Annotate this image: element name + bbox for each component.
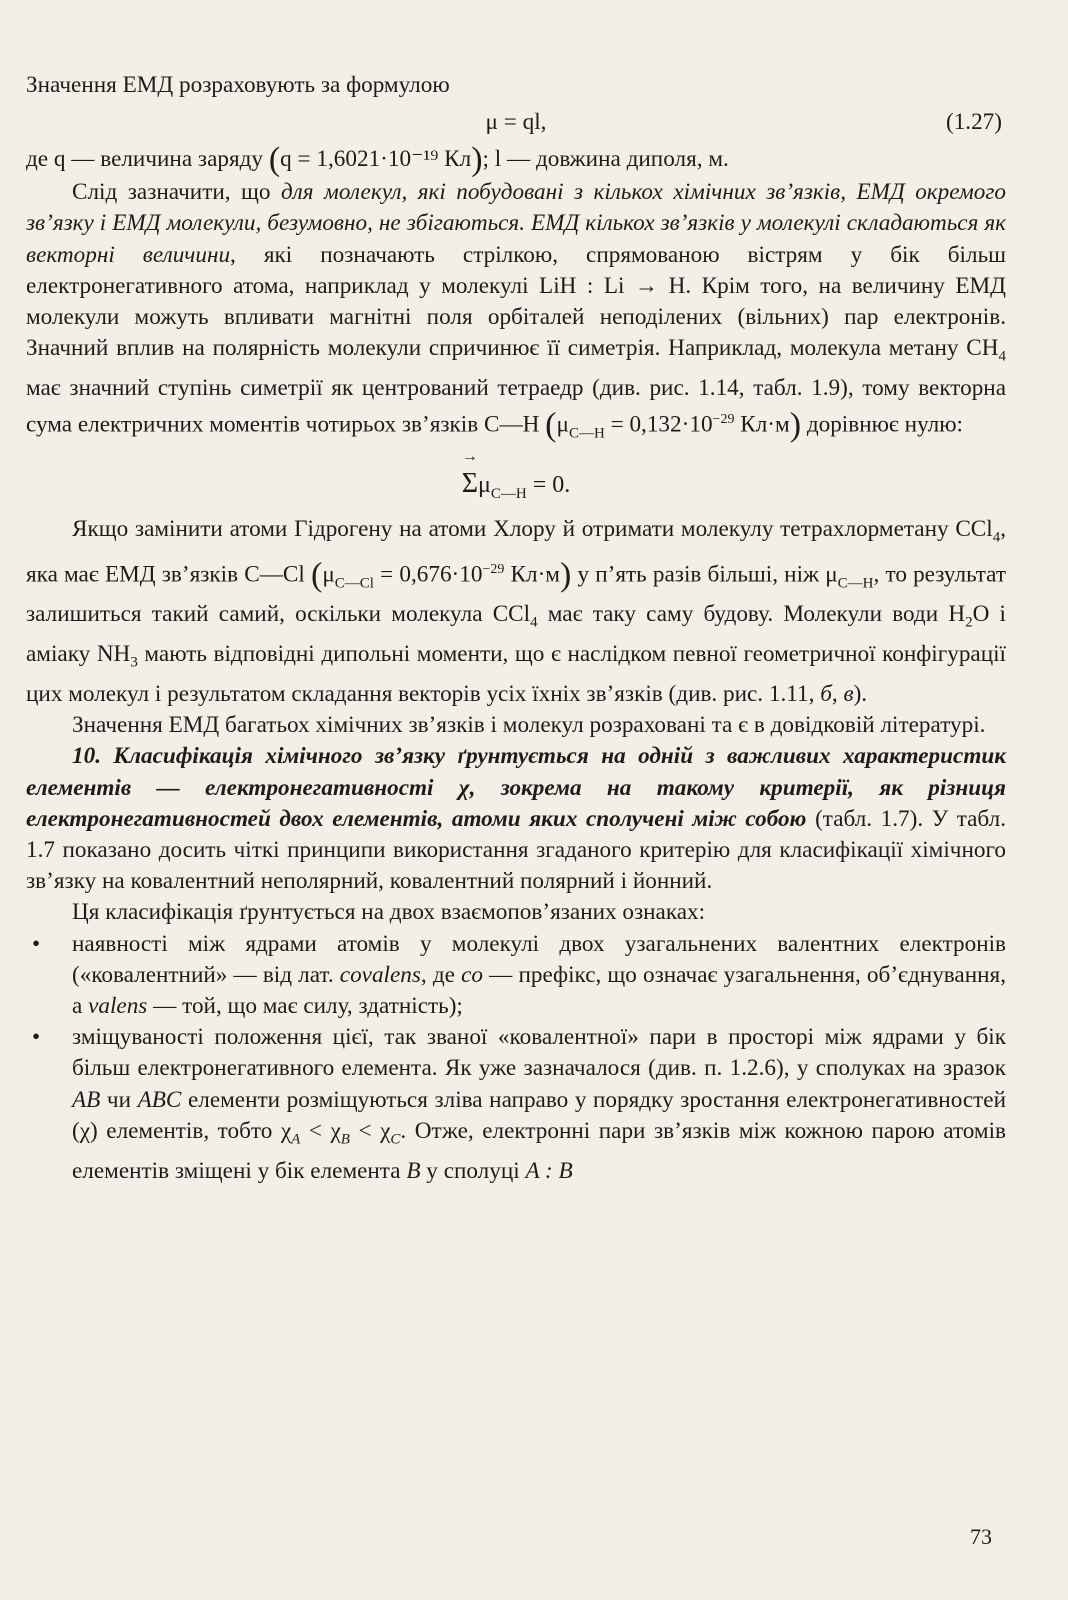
paragraph-features-intro: Ця класифікація ґрунтується на двох взаємопов’язаних ознаках: [72, 899, 706, 926]
formula-expression: μ = ql, [485, 109, 547, 136]
paragraph-dipole-molecules: Слід зазначити, що для молекул, які побудовані з кількох хімічних зв’язків, ЕМД окремого зв’язку і ЕМД молекули, безумовно, не збігаються. ЕМД кількох зв’язків у молекулі складаються як векторні величини, які позначають стрілкою, спрямованою вістрям у бік більш електронегативного атома, наприклад у молекулі LiH : Li → H. Крім того, на величину ЕМД молекули можуть впливати магнітні поля орбіталей неподілених (вільних) пар електронів. Значний вплив на полярність молекули спричинює її симетрія. Наприклад, молекула метану $CH_4$ має значний ступінь симетрії як центрований тетраедр (див. рис. 1.14, табл. 1.9), тому векторна сума електричних моментів чотирьох зв’язків C—H ($\mu_{C—H} = 0,132\cdot 10^{-29}$ Кл·м) дорівнює нулю: [26, 179, 1006, 444]
features-list [26, 929, 1006, 1187]
charge-value: q = 1,6021·10⁻¹⁹ Кл [280, 146, 472, 173]
intro-text: Значення ЕМД розраховують за формулою [26, 72, 450, 98]
list-item: • наявності між ядрами атомів у молекулі двох узагальнених валентних електронів («ковалентний» — від лат. covalens, де co — префікс, що означає узагальнення, об’єднування, а valens — той, що має силу, здатність); [32, 930, 1007, 1019]
formula-1-27 [26, 101, 1006, 143]
definition-line: де q — величина заряду (q = 1,6021·10⁻¹⁹ Кл); l — довжина диполя, м. [26, 141, 729, 179]
paragraph-classification: 10. Класифікація хімічного зв’язку ґрунтується на одній з важливих характеристик елементів — електронегативності χ, зокрема на такому критерії, як різниця електронегативностей двох елементів, атоми яких сполучені між собою (табл. 1.7). У табл. 1.7 показано досить чіткі принципи використання згаданого критерію для класифікації хімічного зв’язку на ковалентний неполярний, ковалентний полярний і йонний. [26, 743, 1007, 895]
formula-vector-sum: → $\Sigma\mu_{C—H} = 0$. [461, 447, 571, 502]
list-item: • зміщуваності положення цієї, так званої «ковалентної» пари в просторі між ядрами у бік більш електронегативного елемента. Як уже зазначалося (див. п. 1.2.6), у сполуках на зразок AB чи ABC елементи розміщуються зліва направо у порядку зростання електронегативностей (χ) елементів, тобто $\chi_A < \chi_B < \chi_C$. Отже, електронні пари зв’язків між кожною парою атомів елементів зміщені у бік елемента B у сполуці A : B [32, 1024, 1006, 1184]
bullet-icon: • [32, 1024, 41, 1051]
page-number: 73 [970, 1524, 992, 1549]
paragraph-ccl4: Якщо замінити атоми Гідрогену на атоми Хлору й отримати молекулу тетрахлорметану CCl$_4$, яка має ЕМД зв’язків C—Cl ($\mu_{C—Cl} = 0,676\cdot 10^{-29}$ Кл·м) у п’ять разів більші, ніж $\mu_{C—H}$, то результат залишиться такий самий, оскільки молекула CCl$_4$ має таку саму будову. Молекули води $H_2O$ і аміаку $NH_3$ мають відповідні дипольні моменти, що є наслідком певної геометричної конфігурації цих молекул і результатом складання векторів усіх їхніх зв’язків (див. рис. 1.11, б, в). [26, 515, 1006, 707]
classification-heading: 10. Класифікація хімічного зв’язку ґрунтується на одній з важливих характеристик елементів — електронегативності χ, зокрема на такому критерії, як різниця електронегативностей двох елементів, атоми яких сполучені між собою [26, 743, 1006, 832]
formula-number: (1.27) [945, 109, 1002, 136]
paragraph-reference-literature: Значення ЕМД багатьох хімічних зв’язків і молекул розраховані та є в довідковій літературі. [72, 712, 986, 739]
vector-arrow: → [461, 447, 478, 465]
bullet-icon: • [32, 930, 41, 957]
